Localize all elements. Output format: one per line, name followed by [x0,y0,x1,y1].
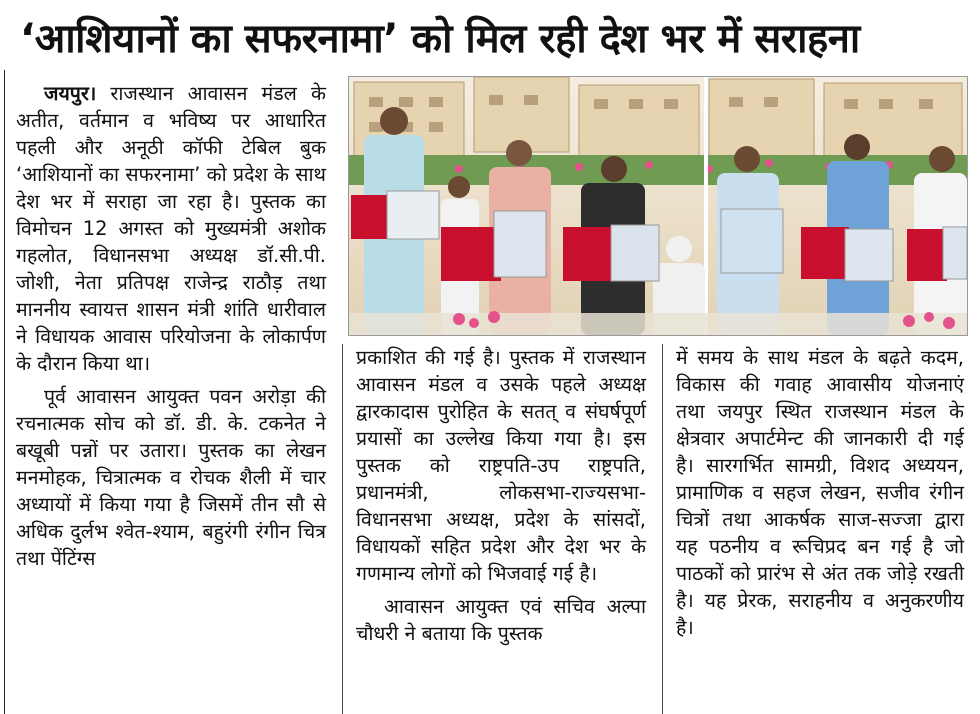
paragraph-5: में समय के साथ मंडल के बढ़ते कदम, विकास की गवाह आवासीय योजनाएं तथा जयपुर स्थित राजस्थान मंडल के क्षेत्रवार अपार्टमेन्ट की जानकारी दी गई है। सारगर्भित सामग्री, विशद अध्ययन, प्रामाणिक व सहज लेखन, सजीव रंगीन चित्रों तथा आकर्षक साज-सज्जा द्वारा यह पठनीय व रूचिप्रद बन गई है जो पाठकों को प्रारंभ से अंत तक जोड़े रखती है। यह प्रेरक, सराहनीय व अनुकरणीय है। [676,346,964,639]
article-column-2 [356,344,646,714]
paragraph-1-body: राजस्थान आवासन मंडल के अतीत, वर्तमान व भविष्य पर आधारित पहली और अनूठी कॉफी टेबिल बुक ‘आशियानों का सफरनामा’ को प्रदेश के साथ देश भर में सराहा जा रहा है। पुस्तक का विमोचन 12 अगस्त को मुख्यमंत्री अशोक गहलोत, विधानसभा अध्यक्ष डॉ.सी.पी. जोशी, नेता प्रतिपक्ष राजेन्द्र राठौड़ तथा माननीय स्वायत्त शासन मंत्री शांति धारीवाल ने विधायक आवास परियोजना के लोकार्पण के दौरान किया था। [16,82,326,375]
headline: ‘आशियानों का सफरनामा’ को मिल रही देश भर में सराहना [20,16,860,62]
paragraph-4: आवासन आयुक्त एवं सचिव अल्पा चौधरी ने बताया कि पुस्तक [356,595,646,645]
paragraph-3: प्रकाशित की गई है। पुस्तक में राजस्थान आवासन मंडल व उसके पहले अध्यक्ष द्वारकादास पुरोहित के सतत् व संघर्षपूर्ण प्रयासों का उल्लेख किया गया है। इस पुस्तक को राष्ट्रपति-उप राष्ट्रपति, प्रधानमंत्री, लोकसभा-राज्यसभा-विधानसभा अध्यक्ष, प्रदेश के सांसदों, विधायकों सहित प्रदेश और देश भर के गणमान्य लोगों को भिजवाई गई है। [356,346,646,585]
photo-illustration [349,77,967,335]
column-rule-2 [662,344,663,714]
paragraph-1 [16,80,326,377]
article-column-3 [676,344,964,714]
dateline: जयपुर। [44,82,97,105]
article-column-1 [16,80,326,714]
apartment-buildings [354,77,962,163]
book-launch-photo [348,76,968,336]
column-rule-left [4,70,5,714]
previous-article-clipped-edge [0,0,980,6]
paragraph-2: पूर्व आवासन आयुक्त पवन अरोड़ा की रचनात्मक सोच को डॉ. डी. के. टकनेत ने बखूबी पन्नों पर उतारा। पुस्तक का लेखन मनमोहक, चित्रात्मक व रोचक शैली में चार अध्यायों में किया गया है जिसमें तीन सौ से अधिक दुर्लभ श्वेत-श्याम, बहुरंगी रंगीन चित्र तथा पेंटिंग्स [16,385,326,570]
column-rule-1 [342,344,343,714]
